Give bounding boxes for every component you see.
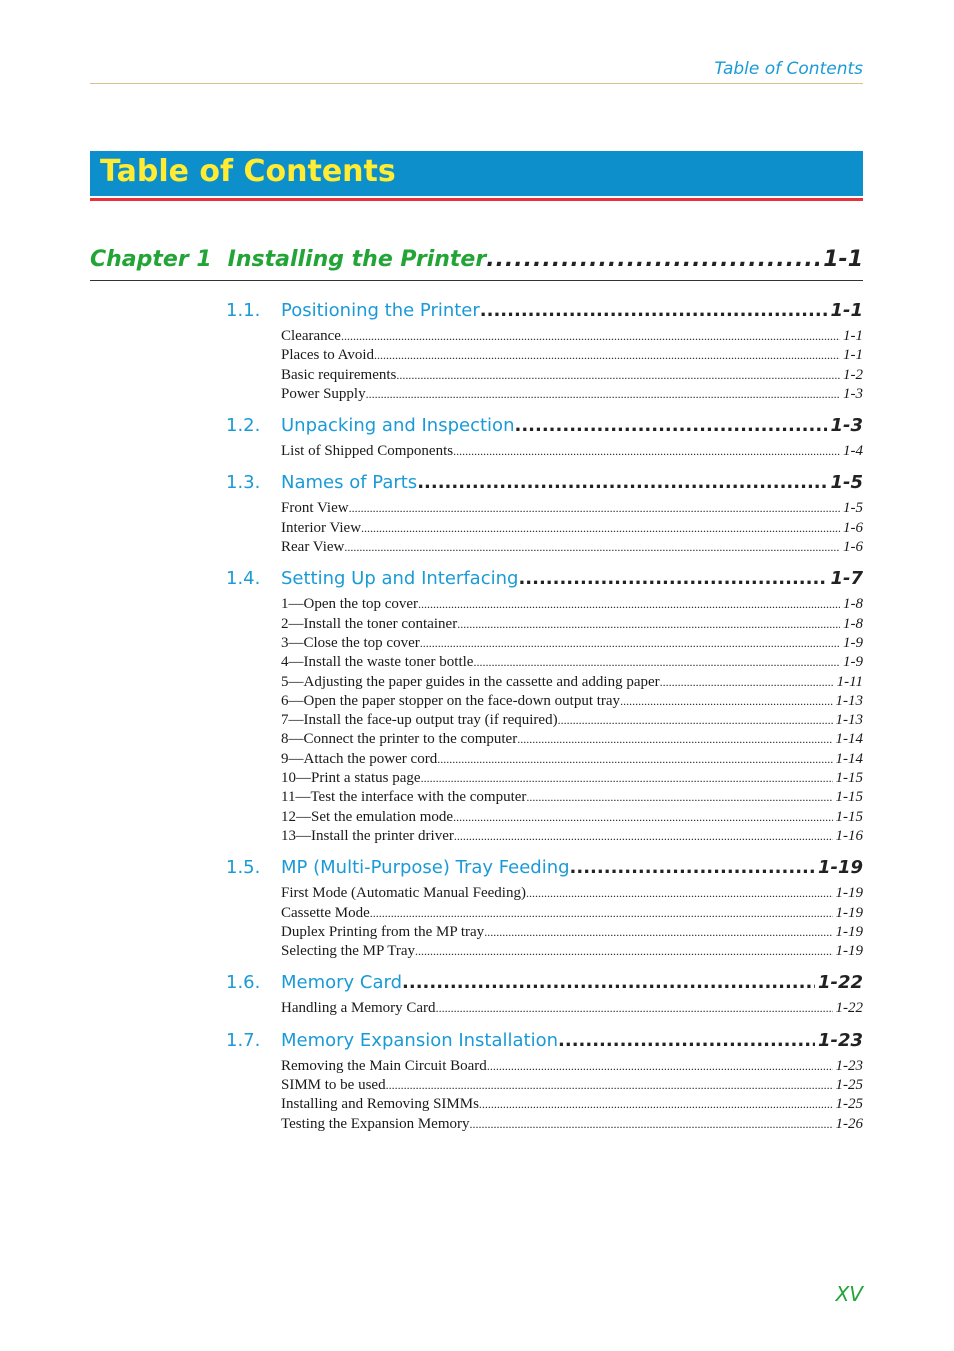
entry-page: 1-3 — [843, 385, 863, 402]
toc-entry[interactable] — [281, 500, 863, 519]
toc-section — [226, 300, 863, 405]
entry-page: 1-8 — [843, 596, 863, 613]
toc-entry[interactable] — [281, 809, 863, 828]
dot-leader — [437, 752, 832, 767]
dot-leader — [453, 810, 832, 825]
dot-leader — [470, 1117, 833, 1132]
toc-section — [226, 1030, 863, 1135]
section-title: Names of Parts — [281, 472, 418, 494]
dot-leader — [415, 944, 832, 959]
toc-entry[interactable] — [281, 751, 863, 770]
entry-page: 1-15 — [835, 789, 863, 806]
dot-leader — [526, 790, 832, 805]
section-page: 1-5 — [830, 472, 863, 494]
entry-title: List of Shipped Components — [281, 443, 454, 460]
entry-title: Duplex Printing from the MP tray — [281, 923, 485, 940]
entry-page: 1-9 — [843, 634, 863, 651]
toc-section — [226, 415, 863, 462]
section-page: 1-23 — [817, 1029, 863, 1051]
dot-leader — [620, 694, 832, 709]
section-number: 1.1. — [226, 300, 261, 321]
entry-title: 13—Install the printer driver — [281, 827, 454, 844]
dot-leader — [480, 300, 828, 321]
chapter-heading[interactable] — [90, 247, 863, 281]
entry-title: 1—Open the top cover — [281, 596, 419, 613]
toc-entry[interactable] — [281, 693, 863, 712]
entry-page: 1-19 — [835, 904, 863, 921]
dot-leader — [457, 617, 840, 632]
section-heading[interactable] — [226, 300, 863, 328]
section-title: Setting Up and Interfacing — [281, 568, 519, 590]
section-number: 1.7. — [226, 1029, 261, 1051]
entry-title: Selecting the MP Tray — [281, 943, 416, 960]
section-page: 1-7 — [830, 568, 863, 590]
toc-entry[interactable] — [281, 443, 863, 462]
dot-leader — [436, 1001, 833, 1016]
entry-title: Cassette Mode — [281, 904, 370, 921]
section-page: 1-22 — [817, 972, 863, 994]
entry-list — [281, 443, 863, 462]
toc-section — [226, 857, 863, 962]
dot-leader — [514, 415, 827, 436]
toc-entry[interactable] — [281, 539, 863, 558]
entry-title: 11—Test the interface with the computer — [281, 789, 527, 806]
section-heading[interactable] — [226, 972, 863, 1000]
dot-leader — [558, 1030, 815, 1051]
entry-page: 1-19 — [835, 885, 863, 902]
dot-leader — [418, 597, 840, 612]
dot-leader — [420, 636, 840, 651]
dot-leader — [417, 472, 827, 493]
toc-entry[interactable] — [281, 616, 863, 635]
entry-title: 8—Connect the printer to the computer — [281, 731, 518, 748]
entry-list — [281, 328, 863, 405]
entry-title: Testing the Expansion Memory — [281, 1115, 470, 1132]
toc-entry[interactable] — [281, 328, 863, 347]
toc-entry[interactable] — [281, 386, 863, 405]
toc-entry[interactable] — [281, 520, 863, 539]
title-banner — [90, 151, 863, 196]
toc-entry[interactable] — [281, 905, 863, 924]
dot-leader — [473, 655, 840, 670]
entry-page: 1-13 — [835, 692, 863, 709]
section-title: MP (Multi-Purpose) Tray Feeding — [281, 857, 570, 879]
entry-page: 1-6 — [843, 539, 863, 556]
dot-leader — [486, 247, 819, 272]
toc-section — [226, 972, 863, 1019]
page-title: Table of Contents — [100, 154, 396, 189]
entry-page: 1-5 — [843, 500, 863, 517]
toc-entry[interactable] — [281, 924, 863, 943]
entry-page: 1-14 — [835, 731, 863, 748]
entry-list — [281, 1000, 863, 1019]
toc-entry[interactable] — [281, 1077, 863, 1096]
dot-leader — [558, 713, 833, 728]
entry-page: 1-14 — [835, 750, 863, 767]
section-heading[interactable] — [226, 568, 863, 596]
entry-page: 1-19 — [835, 943, 863, 960]
entry-title: First Mode (Automatic Manual Feeding) — [281, 885, 526, 902]
toc-entry[interactable] — [281, 1096, 863, 1115]
entry-page: 1-6 — [843, 519, 863, 536]
dot-leader — [402, 972, 815, 993]
toc-entry[interactable] — [281, 1116, 863, 1135]
entry-title: Front View — [281, 500, 349, 517]
section-title: Memory Card — [281, 972, 403, 994]
dot-leader — [526, 886, 833, 901]
toc-entry[interactable] — [281, 1058, 863, 1077]
entry-page: 1-9 — [843, 654, 863, 671]
dot-leader — [349, 501, 840, 516]
entry-title: 9—Attach the power cord — [281, 750, 438, 767]
entry-title: Places to Avoid — [281, 347, 375, 364]
dot-leader — [660, 675, 834, 690]
entry-page: 1-25 — [835, 1077, 863, 1094]
section-number: 1.2. — [226, 415, 261, 437]
dot-leader — [370, 906, 833, 921]
entry-title: 12—Set the emulation mode — [281, 808, 454, 825]
dot-leader — [374, 348, 840, 363]
entry-title: Installing and Removing SIMMs — [281, 1096, 479, 1113]
dot-leader — [386, 1078, 833, 1093]
dot-leader — [517, 732, 832, 747]
entry-title: 4—Install the waste toner bottle — [281, 654, 474, 671]
toc-entry[interactable] — [281, 596, 863, 615]
section-number: 1.4. — [226, 568, 261, 590]
entry-list — [281, 500, 863, 558]
entry-title: 5—Adjusting the paper guides in the cassette and adding paper — [281, 673, 660, 690]
toc-entry[interactable] — [281, 654, 863, 673]
toc-section — [226, 568, 863, 847]
toc-entry[interactable] — [281, 635, 863, 654]
toc-entry[interactable] — [281, 885, 863, 904]
entry-page: 1-13 — [835, 712, 863, 729]
section-heading[interactable] — [226, 857, 863, 885]
entry-page: 1-19 — [835, 923, 863, 940]
dot-leader — [454, 829, 833, 844]
entry-page: 1-11 — [836, 673, 863, 690]
entry-title: 7—Install the face-up output tray (if required) — [281, 712, 558, 729]
entry-title: 6—Open the paper stopper on the face-down output tray — [281, 692, 621, 709]
entry-page: 1-4 — [843, 443, 863, 460]
toc-entry[interactable] — [281, 770, 863, 789]
entry-page: 1-22 — [835, 1000, 863, 1017]
section-heading[interactable] — [226, 415, 863, 443]
dot-leader — [570, 857, 815, 878]
toc-entry[interactable] — [281, 1000, 863, 1019]
entry-list — [281, 596, 863, 847]
dot-leader — [453, 444, 840, 459]
page-number: XV — [835, 1282, 863, 1306]
section-number: 1.5. — [226, 857, 261, 879]
dot-leader — [484, 925, 832, 940]
toc-entry[interactable] — [281, 943, 863, 962]
entry-title: 2—Install the toner container — [281, 615, 458, 632]
entry-title: Rear View — [281, 539, 345, 556]
entry-page: 1-25 — [835, 1096, 863, 1113]
toc-entry[interactable] — [281, 828, 863, 847]
entry-page: 1-23 — [835, 1057, 863, 1074]
section-page: 1-1 — [830, 300, 863, 321]
toc-entry[interactable] — [281, 789, 863, 808]
chapter-page: 1-1 — [823, 247, 863, 272]
title-underline — [90, 198, 863, 201]
section-heading[interactable] — [226, 1030, 863, 1058]
chapter-label: Chapter 1 — [90, 247, 212, 272]
dot-leader — [361, 521, 840, 536]
entry-title: Power Supply — [281, 385, 366, 402]
running-header: Table of Contents — [90, 58, 863, 84]
entry-list — [281, 1058, 863, 1135]
dot-leader — [396, 368, 840, 383]
section-heading[interactable] — [226, 472, 863, 500]
entry-title: Handling a Memory Card — [281, 1000, 436, 1017]
entry-page: 1-1 — [843, 328, 863, 344]
section-title: Positioning the Printer — [281, 300, 480, 321]
section-number: 1.3. — [226, 472, 261, 494]
dot-leader — [479, 1097, 833, 1112]
entry-title: Basic requirements — [281, 366, 397, 383]
dot-leader — [487, 1059, 833, 1074]
entry-page: 1-1 — [843, 347, 863, 364]
entry-page: 1-26 — [835, 1115, 863, 1132]
toc-entry[interactable] — [281, 712, 863, 731]
entry-page: 1-8 — [843, 615, 863, 632]
entry-title: Interior View — [281, 519, 362, 536]
entry-title: SIMM to be used — [281, 1077, 386, 1094]
dot-leader — [341, 329, 840, 344]
section-title: Unpacking and Inspection — [281, 415, 515, 437]
entry-page: 1-2 — [843, 366, 863, 383]
dot-leader — [344, 540, 840, 555]
entry-title: Clearance — [281, 328, 341, 344]
toc-sections — [226, 300, 863, 1145]
section-number: 1.6. — [226, 972, 261, 994]
toc-section — [226, 472, 863, 558]
toc-entry[interactable] — [281, 674, 863, 693]
entry-title: 3—Close the top cover — [281, 634, 420, 651]
entry-list — [281, 885, 863, 962]
dot-leader — [518, 568, 827, 589]
entry-page: 1-16 — [835, 827, 863, 844]
dot-leader — [366, 387, 840, 402]
entry-page: 1-15 — [835, 808, 863, 825]
section-title: Memory Expansion Installation — [281, 1029, 559, 1051]
section-page: 1-3 — [830, 415, 863, 437]
toc-entry[interactable] — [281, 731, 863, 750]
entry-title: 10—Print a status page — [281, 770, 421, 787]
section-page: 1-19 — [817, 857, 863, 879]
entry-title: Removing the Main Circuit Board — [281, 1057, 487, 1074]
dot-leader — [421, 771, 833, 786]
toc-entry[interactable] — [281, 347, 863, 366]
toc-entry[interactable] — [281, 367, 863, 386]
entry-page: 1-15 — [835, 770, 863, 787]
chapter-title: Installing the Printer — [227, 247, 487, 272]
